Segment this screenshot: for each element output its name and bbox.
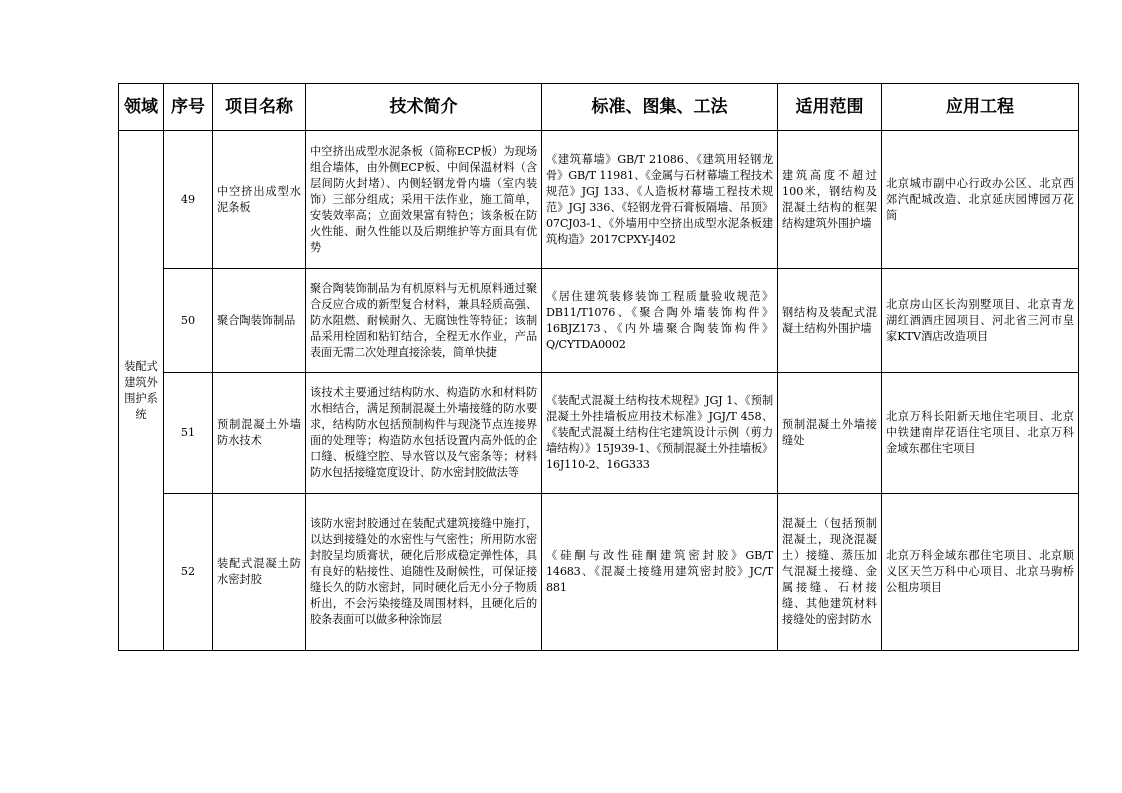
header-row [119, 84, 1079, 131]
project-name: 预制混凝土外墙防水技术 [213, 373, 306, 494]
tech-intro: 该防水密封胶通过在装配式建筑接缝中施打，以达到接缝处的水密性与气密性；所用防水密封胶呈均质膏状，硬化后形成稳定弹性体，具有良好的粘接性、追随性及耐候性，可保证接缝长久的防水密封，同时硬化后无小分子物质析出，不会污染接缝及周围材料，且硬化后的胶条表面可以做多种涂饰层 [306, 494, 542, 651]
row-index: 50 [164, 269, 213, 373]
scope: 建筑高度不超过100米，钢结构及混凝土结构的框架结构建筑外围护墙 [778, 131, 882, 269]
standards: 《居住建筑装修装饰工程质量验收规范》DB11/T1076、《聚合陶外墙装饰构件》16BJZ173、《内外墙聚合陶装饰构件》Q/CYTDA0002 [542, 269, 778, 373]
table-row [119, 373, 1079, 494]
domain-cell: 装配式建筑外围护系统 [119, 131, 164, 651]
tech-intro: 该技术主要通过结构防水、构造防水和材料防水相结合，满足预制混凝土外墙接缝的防水要求，结构防水包括预制构件与现浇节点连接界面的处理等；构造防水包括设置内高外低的企口缝、板缝空腔、导水管以及气密条等；材料防水包括接缝宽度设计、防水密封胶做法等 [306, 373, 542, 494]
tech-intro: 中空挤出成型水泥条板（简称ECP板）为现场组合墙体，由外侧ECP板、中间保温材料（含层间防火封堵）、内侧轻钢龙骨内墙（室内装饰）三部分组成；采用干法作业，施工简单，安装效率高；立面效果富有特色；该条板在防火性能、耐久性能以及后期维护等方面具有优势 [306, 131, 542, 269]
header-standards: 标准、图集、工法 [542, 84, 778, 131]
row-index: 49 [164, 131, 213, 269]
tech-catalog-table [118, 83, 1079, 651]
row-index: 52 [164, 494, 213, 651]
scope: 预制混凝土外墙接缝处 [778, 373, 882, 494]
row-index: 51 [164, 373, 213, 494]
table-row [119, 131, 1079, 269]
project-name: 中空挤出成型水泥条板 [213, 131, 306, 269]
header-domain: 领域 [119, 84, 164, 131]
header-index: 序号 [164, 84, 213, 131]
header-tech-intro: 技术简介 [306, 84, 542, 131]
application-projects: 北京房山区长沟别墅项目、北京青龙湖红酒酒庄园项目、河北省三河市皇家KTV酒店改造项目 [882, 269, 1079, 373]
table-row [119, 269, 1079, 373]
application-projects: 北京万科长阳新天地住宅项目、北京中铁建南岸花语住宅项目、北京万科金域东郡住宅项目 [882, 373, 1079, 494]
header-projects: 应用工程 [882, 84, 1079, 131]
standards: 《建筑幕墙》GB/T 21086、《建筑用轻钢龙骨》GB/T 11981、《金属与石材幕墙工程技术规范》JGJ 133、《人造板材幕墙工程技术规范》JGJ 336、《轻钢龙骨石膏板隔墙、吊顶》07CJ03-1、《外墙用中空挤出成型水泥条板建筑构造》2017CPXY-J402 [542, 131, 778, 269]
header-project-name: 项目名称 [213, 84, 306, 131]
scope: 混凝土（包括预制混凝土，现浇混凝土）接缝、蒸压加气混凝土接缝、金属接缝、石材接缝、其他建筑材料接缝处的密封防水 [778, 494, 882, 651]
header-scope: 适用范围 [778, 84, 882, 131]
project-name: 聚合陶装饰制品 [213, 269, 306, 373]
table-row [119, 494, 1079, 651]
project-name: 装配式混凝土防水密封胶 [213, 494, 306, 651]
application-projects: 北京城市副中心行政办公区、北京西郊汽配城改造、北京延庆园博园万花筒 [882, 131, 1079, 269]
application-projects: 北京万科金域东郡住宅项目、北京顺义区天竺万科中心项目、北京马驹桥公租房项目 [882, 494, 1079, 651]
tech-intro: 聚合陶装饰制品为有机原料与无机原料通过聚合反应合成的新型复合材料，兼具轻质高强、防水阻燃、耐候耐久、无腐蚀性等特征；该制品采用栓固和粘钉结合，全程无水作业，产品表面无需二次处理直接涂装，简单快捷 [306, 269, 542, 373]
scope: 钢结构及装配式混凝土结构外围护墙 [778, 269, 882, 373]
standards: 《硅酮与改性硅酮建筑密封胶》GB/T 14683、《混凝土接缝用建筑密封胶》JC/T 881 [542, 494, 778, 651]
standards: 《装配式混凝土结构技术规程》JGJ 1、《预制混凝土外挂墙板应用技术标准》JGJ/T 458、《装配式混凝土结构住宅建筑设计示例（剪力墙结构）》15J939-1、《预制混凝土外挂墙板》16J110-2、16G333 [542, 373, 778, 494]
